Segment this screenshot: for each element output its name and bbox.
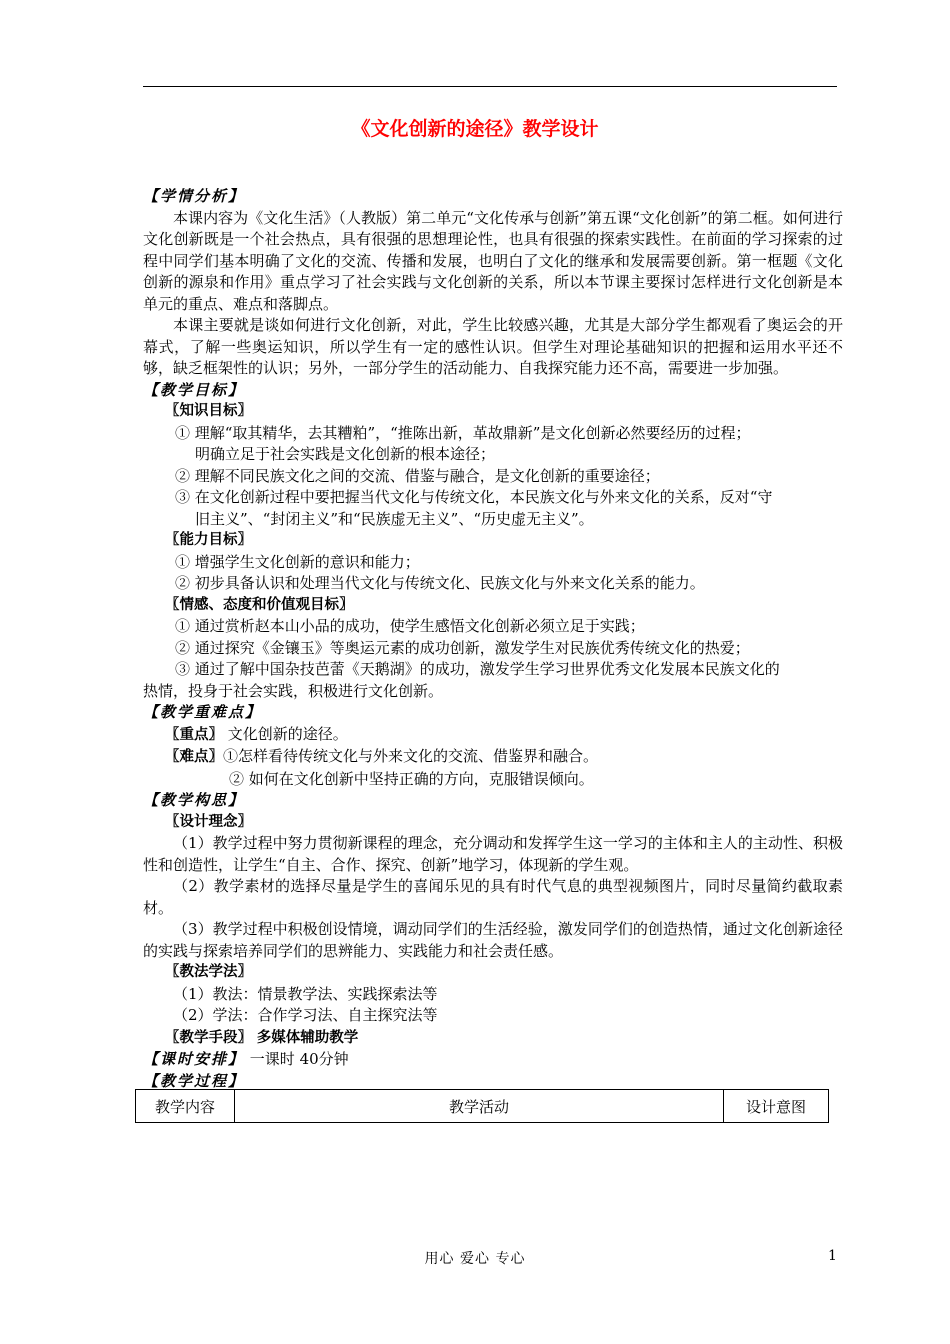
- section-heading-goals: 【教学目标】: [143, 380, 246, 399]
- knowledge-goal-3-cont: 旧主义”、“封闭主义”和“民族虚无主义”、“历史虚无主义”。: [195, 509, 594, 528]
- knowledge-goal-1: ① 理解“取其精华，去其糟粕”，“推陈出新，革故鼎新”是文化创新必然要经历的过程；: [175, 423, 751, 442]
- analysis-paragraph-1: 本课内容为《文化生活》（人教版）第二单元“文化传承与创新”第五课“文化创新”的第二框。如何进行文化创新既是一个社会热点，具有很强的思想理论性，也具有很强的探索实践性。在前面的学习探索的过程中同学们基本明确了文化的交流、传播和发展，也明白了文化的继承和发展需要创新。第一框题《文化创新的源泉和作用》重点学习了社会实践与文化创新的关系，所以本节课主要探讨怎样进行文化创新是本单元的重点、难点和落脚点。: [143, 208, 843, 313]
- design-idea-2: （2）教学素材的选择尽量是学生的喜闻乐见的具有时代气息的典型视频图片，同时尽量简约截取素材。: [143, 877, 843, 917]
- difficulty-2: ② 如何在文化创新中坚持正确的方向，克服错误倾向。: [229, 769, 594, 788]
- schedule-text: 一课时 40分钟: [249, 1050, 349, 1068]
- design-idea-3: （3）教学过程中积极创设情境，调动同学们的生活经验，激发同学们的创造热情，通过文化创新途径的实践与探索培养同学们的思辨能力、实践能力和社会责任感。: [143, 920, 843, 960]
- ability-goal-heading: 〖能力目标〗: [165, 532, 252, 548]
- section-heading-design: 【教学构思】: [143, 791, 246, 809]
- means-line: [165, 1027, 843, 1050]
- method-heading: 〖教法学法〗: [165, 964, 252, 980]
- design-idea-heading: 〖设计理念〗: [165, 813, 252, 830]
- table-header-activity: 教学活动: [235, 1090, 724, 1123]
- knowledge-goal-2: ② 理解不同民族文化之间的交流、借鉴与融合，是文化创新的重要途径；: [175, 466, 660, 485]
- difficulty-1: ①怎样看待传统文化与外来文化的交流、借鉴界和融合。: [223, 747, 599, 765]
- difficulty-line: [165, 746, 843, 769]
- document-body: [143, 186, 843, 1092]
- page-number: 1: [828, 1248, 837, 1264]
- focus-text: 文化创新的途径。: [227, 724, 348, 743]
- table-header-content: 教学内容: [136, 1090, 235, 1123]
- emotion-goal-heading: 〖情感、态度和价值观目标〗: [165, 596, 354, 613]
- design-idea-1: （1）教学过程中努力贯彻新课程的理念，充分调动和发挥学生这一学习的主体和主人的主动性、积极性和创造性，让学生“自主、合作、探究、创新”地学习，体现新的学生观。: [143, 834, 843, 874]
- section-heading-key: 【教学重难点】: [143, 703, 263, 721]
- emotion-goal-1: ① 通过赏析赵本山小品的成功，使学生感悟文化创新必须立足于实践；: [175, 617, 645, 635]
- analysis-paragraph-2: 本课主要就是谈如何进行文化创新，对此，学生比较感兴趣，尤其是大部分学生都观看了奥运会的开幕式，了解一些奥运知识，所以学生有一定的感性认识。但学生对理论基础知识的把握和运用水平还不够，缺乏框架性的认识；另外，一部分学生的活动能力、自我探究能力还不高，需要进一步加强。: [143, 316, 843, 377]
- footer-motto: 用心 爱心 专心: [424, 1251, 526, 1267]
- teaching-method: （1）教法：情景教学法、实践探索法等: [173, 984, 438, 1003]
- section-heading-schedule: 【课时安排】: [143, 1050, 246, 1068]
- learning-method: （2）学法：合作学习法、自主探究法等: [173, 1006, 438, 1024]
- difficulty-heading: 〖难点〗: [165, 749, 223, 765]
- table-row: [136, 1090, 829, 1123]
- focus-line: [165, 724, 843, 747]
- section-heading-process: 【教学过程】: [143, 1071, 246, 1090]
- header-rule: [143, 86, 837, 87]
- ability-goal-1: ① 增强学生文化创新的意识和能力；: [175, 552, 420, 571]
- focus-heading: 〖重点〗: [165, 726, 223, 743]
- emotion-goal-3: ③ 通过了解中国杂技芭蕾《天鹅湖》的成功，激发学生学习世界优秀文化发展本民族文化的: [175, 660, 780, 678]
- table-header-intent: 设计意图: [724, 1090, 829, 1123]
- process-table: [135, 1089, 829, 1123]
- knowledge-goal-1-cont: 明确立足于社会实践是文化创新的根本途径；: [195, 445, 496, 463]
- means-text: 多媒体辅助教学: [256, 1029, 359, 1046]
- emotion-goal-3-cont: 热情，投身于社会实践，积极进行文化创新。: [143, 681, 444, 700]
- page-title: 《文化创新的途径》教学设计: [351, 118, 599, 140]
- section-heading-analysis: 【学情分析】: [143, 187, 246, 205]
- schedule-line: [143, 1049, 843, 1071]
- knowledge-goal-heading: 〖知识目标〗: [165, 403, 252, 419]
- emotion-goal-2: ② 通过探究《金镶玉》等奥运元素的成功创新，激发学生对民族优秀传统文化的热爱；: [175, 638, 750, 657]
- means-heading: 〖教学手段〗: [165, 1029, 252, 1046]
- knowledge-goal-3: ③ 在文化创新过程中要把握当代文化与传统文化，本民族文化与外来文化的关系，反对“守: [175, 488, 773, 506]
- ability-goal-2: ② 初步具备认识和处理当代文化与传统文化、民族文化与外来文化关系的能力。: [175, 574, 705, 592]
